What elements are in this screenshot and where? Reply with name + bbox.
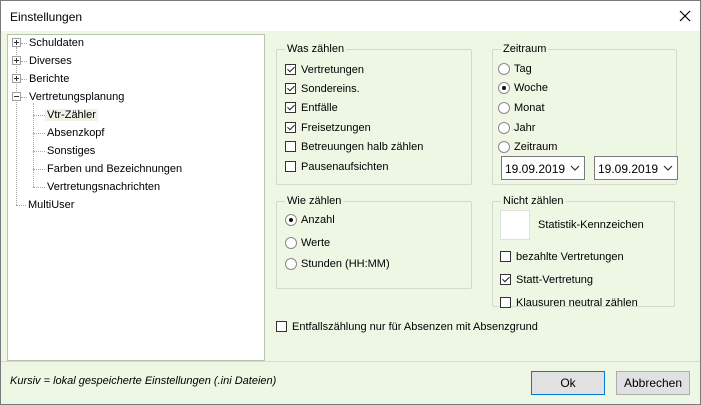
radio-label: Tag [514,63,532,75]
cancel-button[interactable]: Abbrechen [616,371,690,395]
tree-item-berichte[interactable] [12,71,69,87]
group-zeitraum [492,43,677,185]
tree-item-vertretungsplanung[interactable] [12,89,124,105]
group-title: Zeitraum [503,43,547,55]
tree-item-label: Farben und Bezeichnungen [47,163,183,175]
tree-item-label: Vtr-Zähler [47,109,96,121]
checkbox-icon [500,297,511,308]
footer-divider [1,361,700,362]
radio-label: Stunden (HH:MM) [301,258,390,270]
group-was-zaehlen [276,43,472,185]
radio-icon [498,63,510,75]
checkbox-label: Freisetzungen [301,122,371,134]
checkbox-icon [276,321,287,332]
checkbox-icon [500,274,511,285]
chevron-down-icon[interactable] [570,163,580,173]
checkbox-label: Entfallszählung nur für Absenzen mit Absenzgrund [292,321,538,333]
group-title: Nicht zählen [503,195,564,207]
tree-item-label: Diverses [29,55,72,67]
title-bar [1,1,700,31]
radio-label: Monat [514,102,545,114]
ok-button[interactable]: Ok [531,371,605,395]
date-to-picker[interactable] [594,156,678,180]
checkbox-icon [285,141,296,152]
tree-item-label: MultiUser [28,199,75,211]
checkbox-label: bezahlte Vertretungen [516,251,624,263]
statistik-kennzeichen-input[interactable] [500,210,530,240]
close-button[interactable] [670,1,700,31]
group-title: Was zählen [287,43,345,55]
tree-item-farben[interactable] [47,161,182,177]
tree-item-diverses[interactable] [12,53,72,69]
tree-item-label: Vertretungsnachrichten [47,181,161,193]
checkbox-label: Statt-Vertretung [516,274,594,286]
radio-icon [285,258,297,270]
tree-item-label: Berichte [29,73,70,85]
tree-item-label: Schuldaten [29,37,85,49]
dialog-title: Einstellungen [10,10,83,24]
statistik-label-text: Statistik-Kennzeichen [538,219,644,231]
radio-label: Zeitraum [514,141,558,153]
close-icon [679,10,691,22]
expand-icon[interactable] [12,74,21,83]
group-wie-zaehlen [276,195,472,289]
radio-label: Anzahl [301,214,335,226]
radio-label: Jahr [514,122,536,134]
tree-item-multiuser[interactable] [28,197,74,213]
expand-icon[interactable] [12,56,21,65]
radio-icon [285,214,297,226]
radio-label: Woche [514,82,549,94]
tree-item-label: Sonstiges [47,145,96,157]
footer-hint: Kursiv = lokal gespeicherte Einstellungen (.ini Dateien) [10,375,277,387]
statistik-kennzeichen-label [538,217,644,233]
tree-item-label: Vertretungsplanung [29,91,125,103]
date-from-value: 19.09.2019 [505,162,566,176]
checkbox-label: Vertretungen [301,64,364,76]
radio-icon [285,237,297,249]
radio-label: Werte [301,237,331,249]
collapse-icon[interactable] [12,92,21,101]
tree-item-absenzkopf[interactable] [47,125,104,141]
checkbox-icon [285,83,296,94]
tree-item-label: Absenzkopf [47,127,105,139]
checkbox-label: Sondereins. [301,83,360,95]
checkbox-label: Pausenaufsichten [301,161,389,173]
group-nicht-zaehlen [492,195,675,309]
radio-icon [498,141,510,153]
radio-icon [498,82,510,94]
checkbox-icon [285,102,296,113]
checkbox-label: Entfälle [301,102,338,114]
date-to-value: 19.09.2019 [598,162,659,176]
tree-item-vertretungsnachrichten[interactable] [47,179,160,195]
tree-item-vtr-zaehler[interactable] [45,107,98,123]
checkbox-icon [285,64,296,75]
checkbox-label: Klausuren neutral zählen [516,297,638,309]
checkbox-icon [285,161,296,172]
tree-item-schuldaten[interactable] [12,35,84,51]
checkbox-icon [500,251,511,262]
expand-icon[interactable] [12,38,21,47]
date-from-picker[interactable] [501,156,585,180]
checkbox-icon [285,122,296,133]
radio-icon [498,102,510,114]
settings-tree[interactable] [7,34,265,361]
tree-item-sonstiges[interactable] [47,143,95,159]
radio-icon [498,122,510,134]
chevron-down-icon[interactable] [663,163,673,173]
group-title: Wie zählen [287,195,342,207]
checkbox-label: Betreuungen halb zählen [301,141,424,153]
dialog-body [1,31,700,404]
